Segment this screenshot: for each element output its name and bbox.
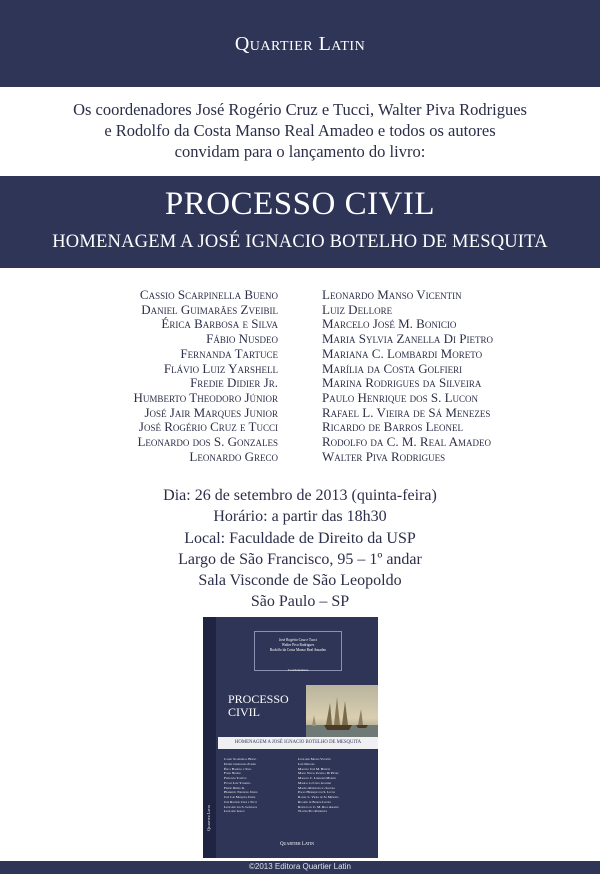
author-name: Fernanda Tartuce bbox=[180, 345, 278, 361]
cover-title bbox=[228, 693, 289, 719]
book-subtitle: HOMENAGEM A JOSÉ IGNACIO BOTELHO DE MESQUITA bbox=[52, 232, 548, 252]
cover-author: Leonardo Manso Vicentin bbox=[298, 757, 331, 761]
author-name: Marina Rodrigues da Silveira bbox=[322, 375, 482, 391]
author-name: Marcelo José M. Bonicio bbox=[322, 316, 457, 332]
author-name: Luiz Dellore bbox=[322, 301, 393, 317]
author-name: Leonardo Manso Vicentin bbox=[322, 287, 462, 302]
author-name: Érica Barbosa e Silva bbox=[161, 316, 278, 332]
author-name: Cassio Scarpinella Bueno bbox=[139, 287, 278, 302]
cover-coordinator: Rodolfo da Costa Manso Real Amadeo bbox=[269, 648, 327, 652]
authors-list-left bbox=[134, 288, 278, 464]
cover-title-line: PROCESSO bbox=[228, 692, 289, 706]
author-name: Fredie Didier Jr. bbox=[190, 375, 278, 391]
author-name: Walter Piva Rodrigues bbox=[322, 448, 446, 464]
author-name: José Jair Marques Junior bbox=[144, 404, 278, 420]
cover-author: Flávio Luiz Yarshell bbox=[224, 780, 251, 785]
cover-author: Humberto Theodoro Júnior bbox=[224, 790, 258, 795]
cover-author: Marina Rodrigues da Silveira bbox=[298, 785, 336, 790]
cover-author: Érica Barbosa e Silva bbox=[224, 766, 252, 771]
cover-subtitle: HOMENAGEM A JOSÉ IGNACIO BOTELHO DE MESQUITA bbox=[234, 740, 362, 745]
invitation-line: e Rodolfo da Costa Manso Real Amadeo e todos os autores bbox=[104, 121, 496, 140]
author-name: Humberto Theodoro Júnior bbox=[133, 389, 278, 405]
cover-author: José Rogério Cruz e Tucci bbox=[224, 799, 257, 804]
cover-subtitle-strip bbox=[218, 737, 378, 749]
cover-author: Leonardo dos S. Gonzales bbox=[224, 804, 258, 809]
invitation-line: Os coordenadores José Rogério Cruz e Tucci, Walter Piva Rodrigues bbox=[73, 100, 527, 119]
cover-author: Fábio Nusdeo bbox=[224, 771, 241, 776]
spine-logo: Quartier Latin bbox=[206, 805, 211, 831]
invitation-line: convidam para o lançamento do livro: bbox=[174, 142, 426, 161]
cover-author: Rodolfo da C. M. Real Amadeo bbox=[298, 804, 339, 809]
author-name: Paulo Henrique dos S. Lucon bbox=[322, 389, 479, 405]
cover-title-area bbox=[218, 685, 378, 740]
author-name: Leonardo dos S. Gonzales bbox=[137, 434, 278, 450]
cover-coordinator: José Rogério Cruz e Tucci bbox=[279, 638, 317, 642]
cover-author: Paulo Henrique dos S. Lucon bbox=[298, 790, 335, 795]
cover-author: Cassio Scarpinella Bueno bbox=[224, 757, 257, 761]
author-name: Flávio Luiz Yarshell bbox=[163, 360, 278, 376]
event-time: Horário: a partir das 18h30 bbox=[213, 508, 387, 526]
cover-author: José Jair Marques Junior bbox=[224, 795, 256, 799]
author-name: Marília da Costa Golfieri bbox=[322, 360, 463, 376]
author-name: Fábio Nusdeo bbox=[206, 331, 278, 347]
cover-author: Marília da Costa Golfieri bbox=[298, 780, 331, 785]
cover-coordinators-box bbox=[254, 631, 342, 671]
cover-author: Ricardo de Barros Leonel bbox=[298, 799, 331, 804]
cover-publisher-logo: Quartier Latin bbox=[279, 842, 315, 847]
cover-author: Mariana C. Lombardi Moreto bbox=[298, 776, 337, 780]
event-details bbox=[0, 485, 600, 613]
cover-author: Fernanda Tartuce bbox=[224, 776, 247, 780]
cover-coordination-label: Coordenadores bbox=[287, 668, 309, 672]
event-room: Sala Visconde de São Leopoldo bbox=[198, 572, 402, 590]
author-name: Mariana C. Lombardi Moreto bbox=[322, 345, 483, 361]
book-cover-image bbox=[203, 617, 378, 858]
author-name: José Rogério Cruz e Tucci bbox=[138, 419, 278, 435]
cover-authors-right bbox=[298, 757, 339, 814]
book-front-cover bbox=[216, 617, 378, 858]
authors-list-right bbox=[322, 288, 493, 464]
author-name: Rafael L. Vieira de Sá Menezes bbox=[322, 404, 491, 420]
cover-author: Maria Sylvia Zanella Di Pietro bbox=[298, 771, 339, 776]
cover-authors-left bbox=[224, 757, 257, 814]
cover-author: Fredie Didier Jr. bbox=[224, 785, 246, 790]
ship-painting-image bbox=[306, 685, 378, 740]
author-name: Rodolfo da C. M. Real Amadeo bbox=[322, 434, 491, 450]
publisher-logo: Quartier Latin bbox=[234, 33, 366, 55]
author-name: Daniel Guimarães Zveibil bbox=[141, 301, 278, 317]
cover-coordinator: Walter Piva Rodrigues bbox=[281, 643, 315, 647]
author-name: Leonardo Greco bbox=[189, 448, 278, 464]
cover-author: Daniel Guimarães Zveibil bbox=[224, 761, 256, 766]
cover-author: Walter Piva Rodrigues bbox=[298, 809, 328, 814]
book-title: PROCESSO CIVIL bbox=[164, 186, 436, 222]
event-location: Local: Faculdade de Direito da USP bbox=[184, 529, 416, 547]
cover-author: Leonardo Greco bbox=[224, 809, 245, 814]
cover-author: Marcelo José M. Bonicio bbox=[298, 766, 331, 771]
book-spine bbox=[203, 617, 216, 858]
invitation-text bbox=[40, 99, 560, 162]
author-name: Ricardo de Barros Leonel bbox=[322, 419, 464, 435]
event-address: Largo de São Francisco, 95 – 1º andar bbox=[178, 550, 422, 568]
cover-author: Luiz Dellore bbox=[298, 761, 315, 766]
event-city: São Paulo – SP bbox=[250, 593, 350, 611]
cover-title-line: CIVIL bbox=[228, 705, 260, 719]
author-name: Maria Sylvia Zanella Di Pietro bbox=[322, 331, 493, 347]
event-date: Dia: 26 de setembro de 2013 (quinta-feira) bbox=[163, 487, 437, 504]
cover-author: Rafael L. Vieira de Sá Menezes bbox=[298, 795, 339, 799]
copyright-notice: ©2013 Editora Quartier Latin bbox=[249, 862, 351, 871]
